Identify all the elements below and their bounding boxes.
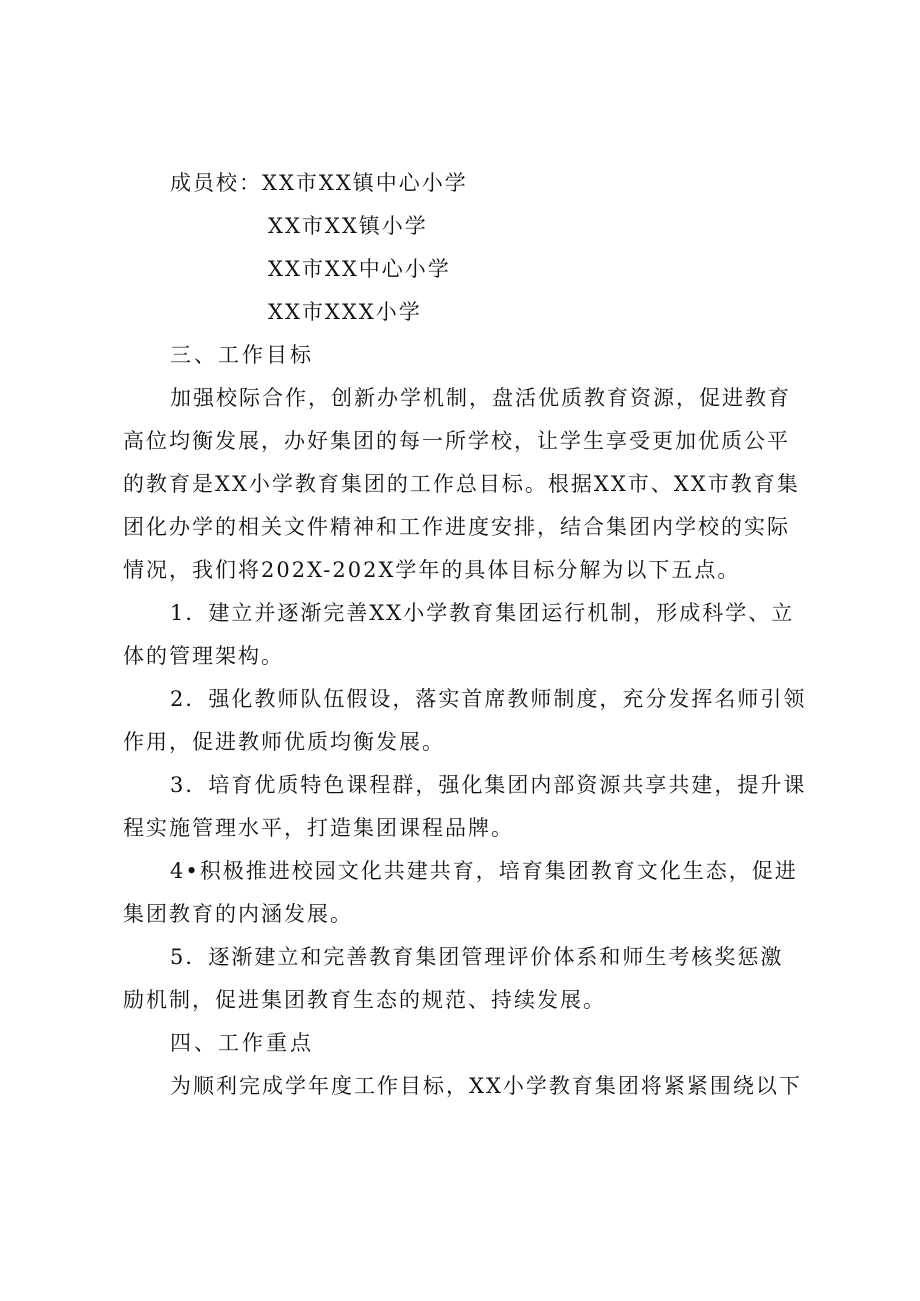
paragraph-line: 2．强化教师队伍假设，落实首席教师制度，充分发挥名师引领 — [170, 687, 807, 711]
section-heading-work-focus: 四、工作重点 — [170, 1031, 314, 1055]
member-school-item: XX市XX中心小学 — [268, 257, 451, 281]
document-body — [123, 162, 807, 1108]
paragraph-line: 5．逐渐建立和完善教育集团管理评价体系和师生考核奖惩激 — [170, 945, 784, 969]
paragraph-line: 4•积极推进校园文化共建共育，培育集团教育文化生态，促进 — [170, 859, 798, 883]
goal-item-4 — [123, 850, 803, 936]
member-schools-block — [123, 162, 803, 334]
paragraph-line: 的教育是XX小学教育集团的工作总目标。根据XX市、XX市教育集 — [123, 472, 800, 496]
goal-item-1 — [123, 592, 803, 678]
paragraph-line: 高位均衡发展，办好集团的每一所学校，让学生享受更加优质公平 — [123, 429, 790, 453]
paragraph-line: 体的管理架构。 — [123, 644, 284, 668]
member-school-item: XX市XXX小学 — [268, 300, 422, 324]
paragraph-line: 程实施管理水平，打造集团课程品牌。 — [123, 816, 514, 840]
goal-item-3 — [123, 764, 807, 850]
paragraph-line: 为顺利完成学年度工作目标，XX小学教育集团将紧紧围绕以下 — [170, 1074, 802, 1098]
paragraph-line: 励机制，促进集团教育生态的规范、持续发展。 — [123, 988, 606, 1012]
paragraph-line: 1．建立并逐渐完善XX小学教育集团运行机制，形成科学、立 — [170, 601, 795, 625]
member-school-item: XX市XX镇小学 — [268, 214, 428, 238]
paragraph-line: 加强校际合作，创新办学机制，盘活优质教育资源，促进教育 — [170, 386, 791, 410]
paragraph-line: 情况，我们将202X-202X学年的具体目标分解为以下五点。 — [123, 558, 741, 582]
member-schools-label-line: 成员校：XX市XX镇中心小学 — [170, 171, 468, 195]
section-heading-work-goals: 三、工作目标 — [170, 343, 314, 367]
paragraph-line: 3．培育优质特色课程群，强化集团内部资源共享共建，提升课 — [170, 773, 807, 797]
goal-item-5 — [123, 936, 803, 1022]
goal-item-2 — [123, 678, 807, 764]
paragraph-line: 作用，促进教师优质均衡发展。 — [123, 730, 445, 754]
paragraph-line: 集团教育的内涵发展。 — [123, 902, 353, 926]
paragraph-line: 团化办学的相关文件精神和工作进度安排，结合集团内学校的实际 — [123, 515, 790, 539]
work-goals-intro-paragraph — [123, 377, 803, 592]
